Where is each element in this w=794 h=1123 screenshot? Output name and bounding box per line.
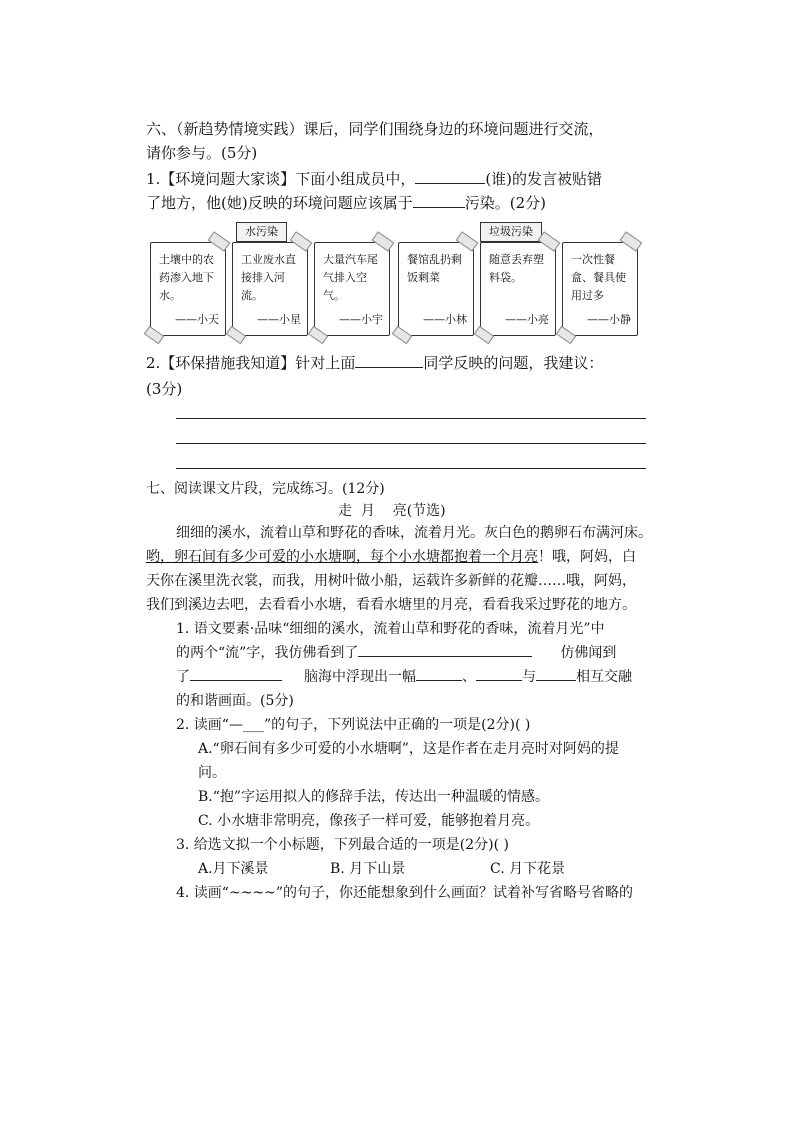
s7-q1-text-c: 了 [176, 669, 190, 685]
note-xiaotian [150, 242, 226, 336]
s7-q3-option-c[interactable]: C. 月下花景 [490, 861, 566, 877]
s6-q1-text-c: 了地方，他(她)反映的环境问题应该属于 [146, 194, 413, 212]
s7-q2-option-c[interactable]: C. 小水塘非常明亮，像孩子一样可爱，能够抱着月亮。 [198, 813, 540, 829]
note-sign: ——小静 [587, 313, 631, 326]
note-text: 土壤中的农药渗入地下水。 [159, 253, 214, 302]
s7-q2-stem-mark: —___ [228, 717, 264, 733]
section6-title-line1: 六、（新趋势情境实践）课后，同学们围绕身边的环境问题进行交流， [146, 120, 604, 138]
s6-q1-text-b: (谁)的发言被贴错 [485, 170, 603, 188]
s7-q1-line3 [176, 666, 632, 686]
s6-q1-blank-pollution[interactable] [413, 193, 465, 208]
s6-q1-line2 [146, 192, 546, 213]
note-text: 随意丢弃塑料袋。 [489, 253, 544, 284]
s7-q1-text-e: 、 [462, 669, 476, 685]
s7-q3-option-a[interactable]: A.月下溪景 [198, 861, 269, 877]
note-xiaoliang [480, 242, 556, 336]
s7-q1-line1: 1. 语文要素·品味“细细的溪水，流着山草和野花的香味，流着月光”中 [176, 621, 605, 637]
section7-title: 七、阅读课文片段，完成练习。(12分) [146, 481, 385, 497]
note-xiaojing [562, 242, 638, 336]
passage-line1: 细细的溪水，流着山草和野花的香味，流着月光。灰白色的鹅卵石布满河床。 [176, 525, 652, 541]
answer-line-1[interactable] [176, 418, 646, 419]
s7-q1-line2 [176, 642, 616, 662]
note-sign: ——小宇 [339, 313, 383, 326]
s7-q2-option-b[interactable]: B.“抱”字运用拟人的修辞手法，传达出一种温暖的情感。 [198, 789, 550, 805]
answer-line-2[interactable] [176, 443, 646, 444]
s7-q1-text-a: 的两个“流”字，我仿佛看到了 [176, 645, 359, 661]
s6-q1-blank-who[interactable] [415, 169, 485, 184]
tag-garbage-pollution: 垃圾污染 [480, 222, 542, 242]
note-sign: ——小星 [257, 313, 301, 326]
s6-q1-text-d: 污染。(2分) [464, 194, 546, 212]
answer-line-3[interactable] [176, 468, 646, 469]
section6-title-line2: 请你参与。(5分) [146, 144, 258, 162]
note-xiaolin [398, 242, 474, 336]
s7-q1-blank-scene3[interactable] [536, 666, 576, 681]
note-text: 餐馆乱扔剩饭剩菜 [407, 253, 462, 284]
passage-underlined-sentence: 哟，卵石间有多少可爱的小水塘啊，每个小水塘都抱着一个月亮 [146, 549, 538, 565]
s7-q2-stem [176, 714, 530, 734]
s6-q2-line1 [146, 352, 603, 373]
note-text: 一次性餐盒、餐具使用过多 [571, 253, 626, 302]
passage-line4: 我们到溪边去吧，去看看小水塘，看看水塘里的月亮，看看我采过野花的地方。 [146, 597, 636, 613]
note-xiaoyu [314, 242, 390, 336]
s6-q1-text-a: 1.【环境问题大家谈】下面小组成员中， [146, 170, 416, 188]
s7-q1-blank-scene1[interactable] [416, 666, 462, 681]
s7-q3-stem: 3. 给选文拟一个小标题，下列最合适的一项是(2分)( ) [176, 837, 510, 853]
s7-q1-blank-see[interactable] [358, 642, 532, 657]
passage-title: 走 月 亮(节选) [338, 503, 446, 519]
note-sign: ——小天 [175, 313, 219, 326]
s7-q1-text-b: 仿佛闻到 [560, 645, 617, 661]
s7-q1-text-d: 脑海中浮现出一幅 [304, 669, 416, 685]
s7-q4-stem: 4. 读画“~~~~”的句子，你还能想象到什么画面？试着补写省略号省略的 [176, 885, 634, 901]
passage-line3: 天你在溪里洗衣裳，而我，用树叶做小船，运载许多新鲜的花瓣……哦，阿妈， [146, 573, 636, 589]
s7-q1-text-g: 相互交融 [576, 669, 632, 685]
s7-q2-stem-b: ”的句子，下列说法中正确的一项是(2分)( ) [263, 717, 531, 733]
passage-line2 [146, 546, 636, 566]
note-sign: ——小林 [423, 313, 467, 326]
s7-q2-option-a-line1[interactable]: A.“卵石间有多少可爱的小水塘啊”，这是作者在走月亮时对阿妈的提 [198, 741, 619, 757]
s7-q1-blank-smell[interactable] [190, 666, 282, 681]
sticky-notes-board [148, 222, 658, 348]
note-xiaoxing [232, 242, 308, 336]
s7-q3-option-b[interactable]: B. 月下山景 [330, 861, 406, 877]
passage-line2-rest: ！哦，阿妈，白 [538, 549, 636, 565]
s7-q1-line4: 的和谐画面。(5分) [176, 693, 294, 709]
tag-water-pollution: 水污染 [236, 222, 287, 242]
note-text: 大量汽车尾气排入空气。 [323, 253, 378, 302]
s6-q2-text-b: 同学反映的问题，我建议： [423, 354, 604, 372]
s6-q2-text-a: 2.【环保措施我知道】针对上面 [146, 354, 356, 372]
s7-q1-text-f: 与 [522, 669, 536, 685]
s6-q1-line1 [146, 168, 602, 189]
s7-q2-stem-a: 2. 读画“ [176, 717, 229, 733]
s6-q2-line2: (3分) [146, 380, 183, 398]
s7-q2-option-a-line2: 问。 [198, 765, 226, 781]
s6-q2-blank-who[interactable] [355, 353, 423, 368]
note-sign: ——小亮 [505, 313, 549, 326]
note-text: 工业废水直接排入河流。 [241, 253, 296, 302]
s7-q1-blank-scene2[interactable] [476, 666, 522, 681]
